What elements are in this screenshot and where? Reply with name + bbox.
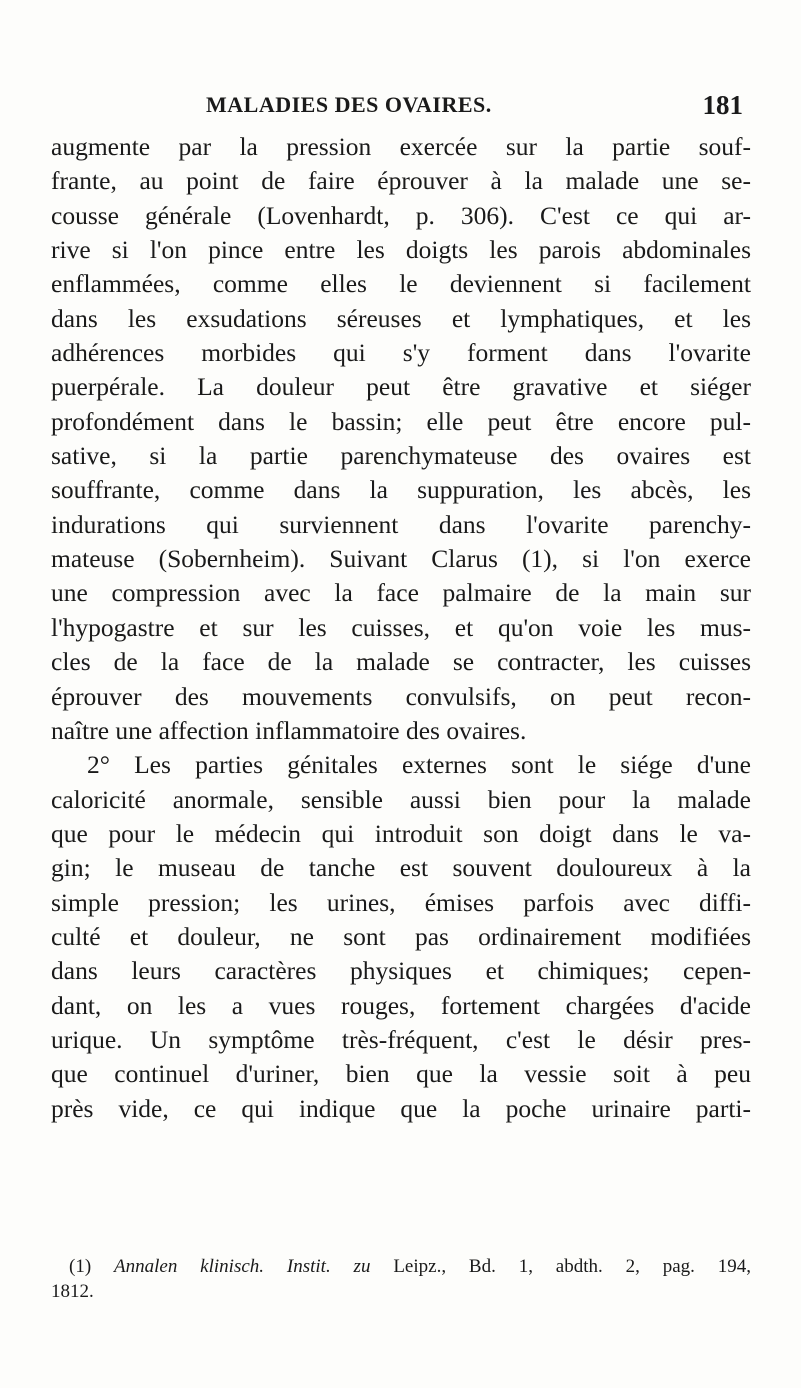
- text-line: simple pression; les urines, émises parfois avec diffi-: [51, 887, 751, 917]
- text-line: profondément dans le bassin; elle peut être encore pul-: [51, 406, 751, 436]
- text-line: augmente par la pression exercée sur la partie souf-: [51, 132, 751, 161]
- text-line: sative, si la partie parenchymateuse des ovaires est: [51, 441, 751, 471]
- text-line: gin; le museau de tanche est souvent douloureux à la: [51, 853, 751, 883]
- text-line: rive si l'on pince entre les doigts les parois abdominales: [51, 235, 751, 265]
- page-number: 181: [702, 90, 743, 120]
- text-line: 2° Les parties génitales externes sont le siége d'une: [87, 750, 751, 780]
- text-line: dans les exsudations séreuses et lymphatiques, et les: [51, 303, 751, 333]
- text-line: indurations qui surviennent dans l'ovarite parenchy-: [51, 509, 751, 539]
- text-line: que continuel d'uriner, bien que la vessie soit à peu: [51, 1059, 751, 1089]
- running-title: MALADIES DES OVAIRES.: [206, 92, 492, 117]
- text-line: que pour le médecin qui introduit son doigt dans le va-: [51, 818, 751, 848]
- text-line: cousse générale (Lovenhardt, p. 306). C'est ce qui ar-: [51, 200, 751, 230]
- footnote: [51, 1254, 751, 1304]
- text-line: cles de la face de la malade se contracter, les cuisses: [51, 647, 751, 677]
- footnote-continuation: 1812.: [51, 1281, 94, 1302]
- text-line: puerpérale. La douleur peut être gravative et siéger: [51, 372, 751, 402]
- text-line: éprouver des mouvements convulsifs, on peut recon-: [51, 681, 751, 711]
- text-line: dant, on les a vues rouges, fortement chargées d'acide: [51, 990, 751, 1020]
- text-line: culté et douleur, ne sont pas ordinairement modifiées: [51, 921, 751, 951]
- footnote-title: Annalen klinisch. Instit. zu: [114, 1256, 371, 1277]
- text-line: naître une affection inflammatoire des ovaires.: [51, 715, 527, 745]
- footnote-reference: Leipz., Bd. 1, abdth. 2, pag. 194,: [393, 1256, 752, 1277]
- text-line: enflammées, comme elles le deviennent si facilement: [51, 269, 751, 299]
- text-line: mateuse (Sobernheim). Suivant Clarus (1), si l'on exerce: [51, 544, 751, 574]
- text-line: près vide, ce qui indique que la poche urinaire parti-: [51, 1093, 751, 1123]
- body-text: [51, 130, 751, 1126]
- footnote-line: [51, 1254, 751, 1279]
- text-line: caloricité anormale, sensible aussi bien pour la malade: [51, 784, 751, 814]
- text-line: l'hypogastre et sur les cuisses, et qu'on voie les mus-: [51, 612, 751, 642]
- text-line: dans leurs caractères physiques et chimiques; cepen-: [51, 956, 751, 986]
- running-head: [206, 92, 743, 126]
- text-line: urique. Un symptôme très-fréquent, c'est le désir pres-: [51, 1024, 751, 1054]
- text-line: souffrante, comme dans la suppuration, les abcès, les: [51, 475, 751, 505]
- text-line: frante, au point de faire éprouver à la malade une se-: [51, 166, 751, 196]
- text-line: une compression avec la face palmaire de la main sur: [51, 578, 751, 608]
- text-line: adhérences morbides qui s'y forment dans l'ovarite: [51, 338, 751, 368]
- footnote-marker: (1): [69, 1256, 92, 1277]
